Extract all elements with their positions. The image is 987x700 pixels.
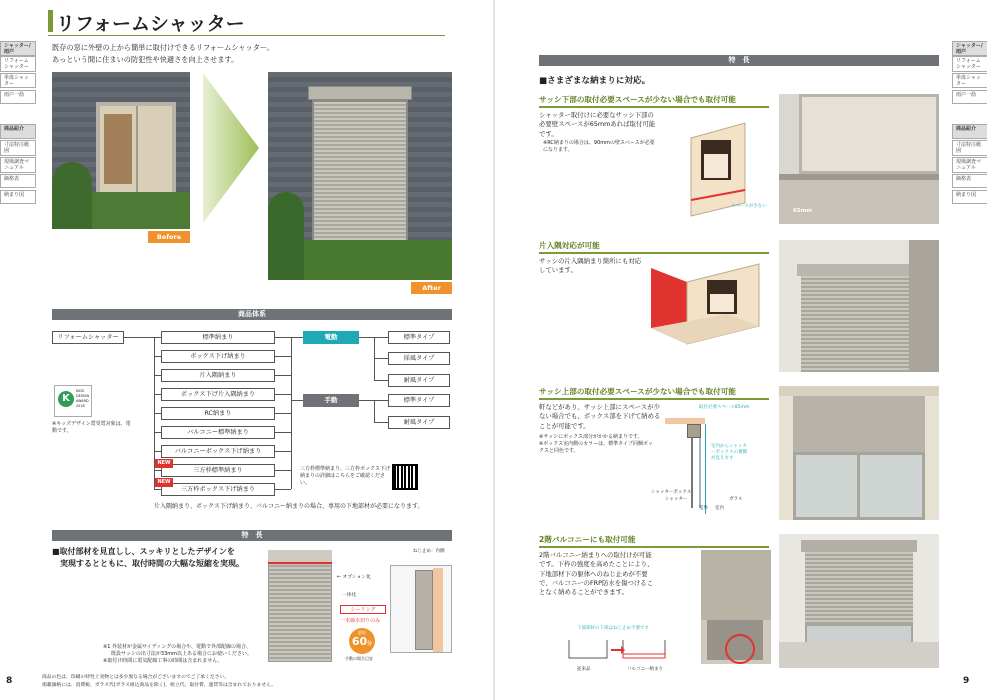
award-note: ※キッズデザイン賞受賞対象は、電動です。 xyxy=(52,421,131,434)
new-badge: NEW xyxy=(155,478,173,487)
sec1-rule xyxy=(539,106,769,108)
footer-line-1: 商品の色は、印刷の特性上実物とは多少異なる場合がございますのでご了承ください。 xyxy=(42,675,230,680)
title-accent xyxy=(48,10,53,32)
shutter-detail-photo xyxy=(268,550,332,662)
install-time-badge: 最短 60分 xyxy=(349,628,375,654)
page-number: 9 xyxy=(963,676,970,686)
tab-single-shutter[interactable]: 単体シャッター xyxy=(0,73,36,88)
before-after-arrow-icon xyxy=(203,73,261,223)
tab-reform-shutter[interactable]: リフォームシャッター xyxy=(0,56,36,72)
lineup-item: ボックス下げ片入隅納まり xyxy=(161,388,275,401)
tab-survey-manual[interactable]: 現場調査マニュアル xyxy=(952,157,987,173)
note-2: 既設サッシの出寸法が33mm以上ある場合にお使いください。 xyxy=(111,651,253,657)
sanpou-note: 三方枠標準納まり、三方枠ボックス下げ納まりの詳細はこちらをご確認ください。 xyxy=(300,466,390,486)
sec3-dia-out: 室外 xyxy=(699,506,708,511)
page-number: 8 xyxy=(6,676,13,686)
lineup-item: バルコニー標準納まり xyxy=(161,426,275,439)
sec3-rule xyxy=(539,398,769,400)
lineup-item: RC納まり xyxy=(161,407,275,420)
lineup-item: 三方枠ボックス下げ納まり xyxy=(161,483,275,496)
sec4-balcony-photo xyxy=(701,550,771,664)
page-title: リフォームシャッター xyxy=(56,13,245,35)
footer-line-2: 掲載価格には、消費税、ガラス代(ガラス組込商品を除く)、組立代、取付費、運賃等は含まれておりません。 xyxy=(42,683,276,688)
sec3-dia-top: 取付必要スペース85mm xyxy=(699,405,750,410)
tab-amado[interactable]: 雨戸一筋 xyxy=(952,90,987,104)
sec3-dia-box: シャッターボックス xyxy=(651,490,692,495)
feature-title-line-2: 実現するとともに、取付時間の大幅な短縮を実現。 xyxy=(52,559,244,568)
note-1: ※1 外装材が金属サイディングの場合や、電動で外部配線の場合、 xyxy=(103,644,252,650)
sec1-space-label: スペースが少ない xyxy=(731,204,767,209)
electric-type: 耐風タイプ xyxy=(388,374,450,387)
sec3-text: 軒などがあり、サッシ上部にスペースが少ない場合でも、ボックス部を下げて納めることが可能です。 xyxy=(539,403,661,430)
sec3-note-2: ※ボックス室内側のカラーは、標準タイプ同梱ボックスと同色です。 xyxy=(539,441,653,454)
after-label: After xyxy=(411,282,452,294)
lineup-item: バルコニーボックス下げ納まり xyxy=(161,445,275,458)
sec4-rule xyxy=(539,546,769,548)
right-page xyxy=(494,0,987,700)
qr-code-icon[interactable] xyxy=(392,464,418,490)
lineup-item: 三方枠標準納まり xyxy=(161,464,275,477)
sec2-title: 片入隅対応が可能 xyxy=(539,241,600,250)
lineup-header: 商品体系 xyxy=(52,309,452,320)
screw-caption: ねじ止め：内側 xyxy=(413,549,445,554)
manual-label: 手動 xyxy=(303,394,359,407)
tab-single-shutter[interactable]: 単体シャッター xyxy=(952,73,987,88)
left-page xyxy=(0,0,493,700)
lineup-item: 片入隅納まり xyxy=(161,369,275,382)
sec3-dia-in: 室内 xyxy=(715,506,724,511)
sec4-dia-left: 従来品 xyxy=(577,667,591,672)
lineup-item: 標準納まり xyxy=(161,331,275,344)
sec1-wall-diagram xyxy=(683,118,765,218)
lineup-footnote: 片入隅納まり、ボックス下げ納まり、バルコニー納まりの場合、専用の下地部材が必要になります。 xyxy=(154,503,424,510)
tab-survey-manual[interactable]: 現場調査マニュアル xyxy=(0,157,36,173)
kids-design-award-logo: K KIDS DESIGN AWARD 2018 xyxy=(54,385,92,417)
electric-type: 採風タイプ xyxy=(388,352,450,365)
lineup-item: ボックス下げ納まり xyxy=(161,350,275,363)
new-badge: NEW xyxy=(155,459,173,468)
sec2-text: サッシの片入隅納まり箇所にも対応しています。 xyxy=(539,257,642,275)
before-photo xyxy=(52,72,190,229)
callout-option: ← オプション化 xyxy=(337,575,371,580)
callout-onlyone: 一本線水切りのみ xyxy=(340,618,381,624)
note-3: ※取付け時間に電気配線工事の時間は含まれません。 xyxy=(103,658,223,664)
after-photo xyxy=(268,72,452,280)
tab-shutter-amado[interactable]: シャッター/雨戸 xyxy=(0,41,36,56)
lineup-root: リフォームシャッター xyxy=(52,331,124,344)
electric-label: 電動 xyxy=(303,331,359,344)
before-label: Before xyxy=(148,231,190,243)
tab-amado[interactable]: 雨戸一筋 xyxy=(0,90,36,104)
sec2-corner-diagram xyxy=(647,258,765,350)
sec4-dia-caption: 下部部材の下部はねじ止め不要です xyxy=(577,626,649,631)
sec3-dia-glass: ガラス xyxy=(729,497,743,502)
sec4-dia-right: バルコニー納まり xyxy=(627,667,663,672)
callout-sealing: シーリング xyxy=(340,605,386,614)
tab-price-list[interactable]: 価格表 xyxy=(0,174,36,188)
sec3-note-1: ※サッシにボックス部分がかかる納まりです。 xyxy=(539,434,643,440)
tab-reform-shutter[interactable]: リフォームシャッター xyxy=(952,56,987,72)
sec4-text: 2階バルコニー納まりへの取付けが可能です。下枠の強度を高めたことにより、下地部材下の躯体へのねじ止めが不要で、バルコニーのFRP防水を傷つけることなく納めることができます。 xyxy=(539,551,654,597)
title-rule xyxy=(48,35,445,36)
sec1-dim-label: 65mm xyxy=(793,208,813,214)
intro-line-2: あっという間に住まいの防犯性や快適さを向上させます。 xyxy=(52,55,239,64)
sec1-text: シャッター取付けに必要なサッシ下部の必要壁スペースが65mmあれば取付可能です。 xyxy=(539,111,656,138)
time-caption: 手動の場合目安 xyxy=(345,656,373,661)
tab-product-intro[interactable]: 商品紹介 xyxy=(952,124,987,139)
sec1-note: ※RC納まりの場合は、90mmの壁スペースが必要になります。 xyxy=(543,140,655,153)
manual-type: 標準タイプ xyxy=(388,394,450,407)
sec1-photo xyxy=(779,94,939,224)
profile-section-photo xyxy=(390,565,452,653)
tab-drawings[interactable]: 納まり図 xyxy=(952,190,987,204)
callout-ichigou: 一体化 xyxy=(342,593,357,598)
electric-type: 標準タイプ xyxy=(388,331,450,344)
tab-product-intro[interactable]: 商品紹介 xyxy=(0,124,36,139)
sec1-title: サッシ下部の取付必要スペースが少ない場合でも取付可能 xyxy=(539,95,736,104)
intro-line-1: 既存の窓に外壁の上から簡単に取付けできるリフォームシャッター。 xyxy=(52,43,275,52)
tab-drawings[interactable]: 納まり図 xyxy=(0,190,36,204)
sec2-photo xyxy=(779,240,939,372)
sec4-photo xyxy=(779,534,939,668)
feature-title-line-1: ■取付部材を見直しし、スッキリとしたデザインを xyxy=(52,547,235,556)
tab-size-range[interactable]: 寸法特注範囲 xyxy=(0,140,36,156)
sec3-dia-side: 室内からシャッターボックスの裏側が見えます xyxy=(711,444,747,462)
feature-header: 特 長 xyxy=(539,55,939,66)
sec2-rule xyxy=(539,252,769,254)
sec4-title: 2階バルコニーにも取付可能 xyxy=(539,535,636,544)
tab-size-range[interactable]: 寸法特注範囲 xyxy=(952,140,987,156)
feature-header: 特 長 xyxy=(52,530,452,541)
tab-shutter-amado[interactable]: シャッター/雨戸 xyxy=(952,41,987,56)
sec3-title: サッシ上部の取付必要スペースが少ない場合でも取付可能 xyxy=(539,387,736,396)
sec3-dia-shutter: シャッター xyxy=(665,497,688,502)
main-heading: ■さまざまな納まりに対応。 xyxy=(539,76,651,86)
manual-type: 耐風タイプ xyxy=(388,416,450,429)
tab-price-list[interactable]: 価格表 xyxy=(952,174,987,188)
sec3-photo xyxy=(779,386,939,520)
